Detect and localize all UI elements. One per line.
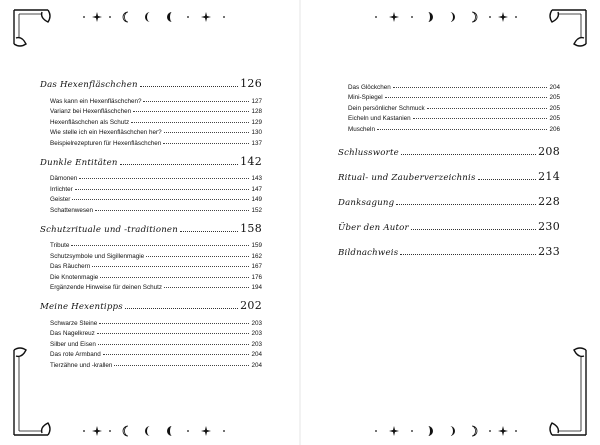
dot-leader (114, 365, 249, 366)
chapter-title: Ritual- und Zauberverzeichnis (338, 172, 476, 183)
page-number: 204 (251, 361, 262, 369)
toc-subentry (40, 193, 262, 204)
subentry-title: Schattenwesen (50, 206, 94, 214)
dot-leader (71, 245, 249, 246)
page-number: 205 (549, 115, 560, 122)
dot-leader (97, 333, 250, 334)
subentry-title: Hexenfläschchen als Schutz (50, 118, 130, 126)
dot-leader (413, 118, 548, 119)
toc-chapter-entry (338, 146, 560, 158)
page-number: 208 (538, 144, 560, 158)
toc-right-column (338, 80, 560, 258)
page-number: 204 (251, 351, 262, 358)
dot-leader (400, 254, 536, 255)
toc-subentry (40, 105, 262, 116)
toc-subentry (40, 327, 262, 338)
dot-leader (396, 204, 536, 205)
corner-ornament-bottom-right (550, 348, 586, 435)
toc-subentry (40, 239, 262, 250)
toc-chapter-entry (338, 171, 560, 183)
subentry-title: Das Räuchern (50, 263, 91, 270)
toc-subentry (40, 136, 262, 147)
dot-leader (146, 256, 249, 257)
page-number: 137 (251, 139, 262, 147)
page-number: 130 (251, 129, 262, 136)
page-number: 206 (549, 125, 560, 133)
page-number: 205 (549, 94, 560, 101)
dot-leader (95, 210, 249, 211)
toc-subentry (40, 358, 262, 369)
toc-left-column (40, 78, 262, 369)
page-number: 203 (251, 319, 262, 327)
chapter-title: Schlussworte (338, 147, 399, 158)
page-number: 203 (251, 330, 262, 337)
chapter-title: Schutzrituale und -traditionen (40, 224, 178, 235)
subentry-title: Was kann ein Hexenfläschchen? (50, 97, 142, 105)
subentry-title: Mini-Spiegel (348, 94, 383, 101)
dot-leader (72, 199, 249, 200)
toc-subentry (40, 172, 262, 183)
toc-subentry (40, 316, 262, 327)
page-number: 204 (549, 83, 560, 91)
subentry-title: Beispielrezepturen für Hexenfläschchen (50, 139, 162, 147)
toc-chapter-entry (40, 78, 262, 90)
dot-leader (131, 122, 249, 123)
toc-subentry (40, 281, 262, 292)
toc-subentry (40, 260, 262, 271)
toc-subentry (40, 203, 262, 214)
page-number: 152 (251, 206, 262, 214)
dot-leader (401, 154, 536, 155)
subentry-title: Ergänzende Hinweise für deinen Schutz (50, 284, 163, 291)
subentry-title: Tribute (50, 242, 70, 249)
page-number: 230 (538, 219, 560, 233)
moon-phase-border-bottom (83, 426, 517, 436)
subentry-title: Varianz bei Hexenfläschchen (50, 108, 132, 115)
page-number: 158 (240, 221, 262, 235)
page-number: 126 (240, 77, 262, 90)
page-number: 127 (251, 97, 262, 105)
corner-ornament-top-right (550, 10, 586, 46)
subentry-title: Das Glöckchen (348, 83, 391, 91)
dot-leader (125, 308, 238, 309)
dot-leader (79, 178, 249, 179)
dot-leader (385, 97, 548, 98)
dot-leader (180, 231, 238, 232)
chapter-title: Das Hexenfläschchen (40, 80, 138, 90)
chapter-title: Meine Hexentipps (40, 302, 123, 312)
toc-subentry (40, 115, 262, 126)
subentry-title: Silber und Eisen (50, 340, 96, 348)
dot-leader (427, 108, 548, 109)
toc-subentry (40, 182, 262, 193)
chapter-title: Bildnachweis (338, 247, 399, 258)
subentry-title: Wie stelle ich ein Hexenfläschchen her? (50, 129, 162, 136)
toc-chapter-entry (338, 196, 560, 208)
toc-chapter-entry (40, 223, 262, 235)
page-number: 162 (251, 252, 262, 260)
page-number: 129 (251, 118, 262, 126)
toc-chapter-entry (338, 246, 560, 258)
subentry-title: Dein persönlicher Schmuck (348, 104, 425, 112)
toc-subentry (338, 80, 560, 91)
dot-leader (103, 354, 250, 355)
dot-leader (411, 229, 536, 230)
page-number: 203 (251, 340, 262, 348)
subentry-title: Eicheln und Kastanien (348, 115, 411, 122)
chapter-title: Über den Autor (338, 222, 409, 233)
page-number: 214 (538, 169, 560, 183)
dot-leader (75, 189, 250, 190)
corner-ornament-top-left (14, 10, 50, 46)
toc-chapter-entry (40, 300, 262, 312)
dot-leader (120, 164, 238, 165)
toc-chapter-entry (40, 156, 262, 168)
subentry-title: Dämonen (50, 175, 78, 182)
page-number: 142 (240, 154, 262, 168)
page-number: 159 (251, 242, 262, 249)
toc-subentry (40, 270, 262, 281)
page-number: 143 (251, 175, 262, 182)
page-number: 233 (538, 244, 560, 258)
dot-leader (377, 129, 548, 130)
toc-subentry (40, 348, 262, 359)
subentry-title: Das Nagelkreuz (50, 330, 95, 337)
page-number: 205 (549, 104, 560, 112)
toc-subentry (338, 112, 560, 123)
page-number: 167 (251, 263, 262, 270)
chapter-title: Dunkle Entitäten (40, 157, 118, 168)
page-number: 176 (251, 273, 262, 281)
dot-leader (99, 323, 249, 324)
toc-subentry (338, 91, 560, 102)
subentry-title: Schutzsymbole und Sigillenmagie (50, 252, 145, 260)
subentry-title: Tierzähne und -krallen (50, 361, 113, 369)
subentry-title: Das rote Armband (50, 351, 101, 358)
dot-leader (164, 132, 250, 133)
dot-leader (164, 287, 249, 288)
page-number: 147 (251, 185, 262, 193)
dot-leader (163, 143, 249, 144)
dot-leader (92, 266, 249, 267)
dot-leader (140, 86, 238, 87)
subentry-title: Die Knotenmagie (50, 273, 99, 281)
toc-subentry (338, 122, 560, 133)
toc-subentry (40, 94, 262, 105)
toc-subentry (338, 101, 560, 112)
toc-subentry (40, 337, 262, 348)
subentry-title: Irrlichter (50, 185, 73, 193)
page-number: 194 (251, 284, 262, 291)
page-number: 149 (251, 196, 262, 203)
dot-leader (100, 277, 249, 278)
dot-leader (98, 344, 250, 345)
page-number: 128 (251, 108, 262, 115)
dot-leader (393, 87, 548, 88)
toc-chapter-entry (338, 221, 560, 233)
dot-leader (143, 101, 249, 102)
dot-leader (478, 179, 537, 180)
toc-subentry (40, 249, 262, 260)
page-number: 228 (538, 194, 560, 208)
subentry-title: Muscheln (348, 125, 375, 133)
dot-leader (133, 111, 249, 112)
moon-phase-border-top (62, 12, 538, 22)
subentry-title: Geister (50, 196, 71, 203)
toc-subentry (40, 126, 262, 137)
chapter-title: Danksagung (338, 197, 395, 208)
subentry-title: Schwarze Steine (50, 319, 98, 327)
page-number: 202 (240, 299, 262, 312)
